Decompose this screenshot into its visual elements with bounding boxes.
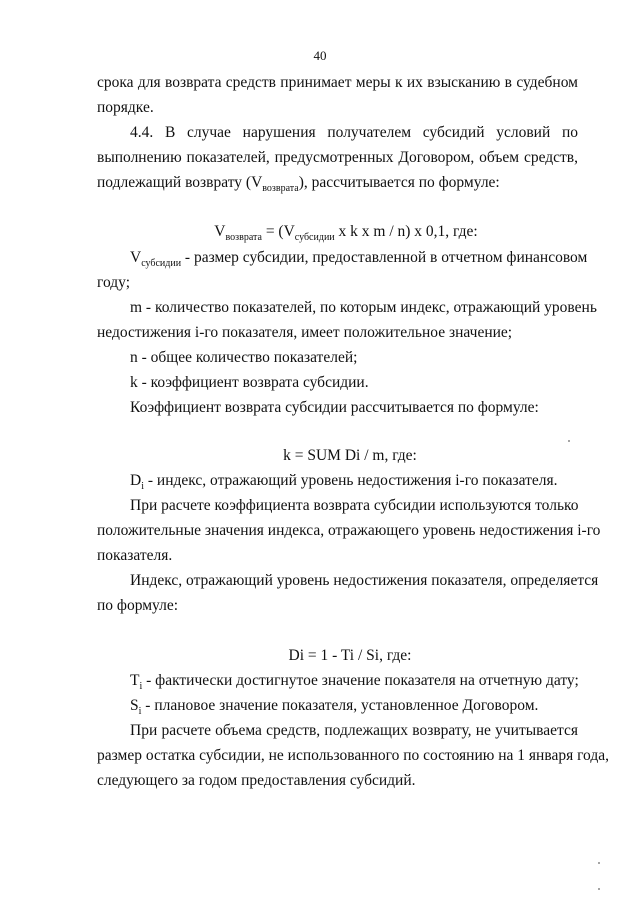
text-line: подлежащий возврату $(V_{возврата})$, рассчитывается по формуле: <box>97 174 500 195</box>
text-line: 4.4. В случае нарушения получателем субсидий условий по <box>130 124 578 141</box>
text-line: порядке. <box>97 99 154 116</box>
scan-speck <box>598 888 600 890</box>
text-line: При расчете коэффициента возврата субсидии используются только <box>130 497 579 514</box>
text-line: размер остатка субсидии, не использованного по состоянию на 1 января года, <box>97 747 609 764</box>
text-line: m - количество показателей, по которым индекс, отражающий уровень <box>130 299 597 316</box>
text-line: году; <box>97 274 131 291</box>
text-line: k - коэффициент возврата субсидии. <box>130 374 369 391</box>
text-line: $S_i$ - плановое значение показателя, установленное Договором. <box>130 697 539 718</box>
text-line: $V_{субсидии}$ - размер субсидии, предоставленной в отчетном финансовом <box>130 249 588 270</box>
text-line: недостижения i-го показателя, имеет положительное значение; <box>97 324 513 341</box>
text-line: $D_i$ - индекс, отражающий уровень недостижения i-го показателя. <box>130 472 558 493</box>
text-line: по формуле: <box>97 597 179 614</box>
formula-coefficient: k = SUM Di / m, где: <box>283 447 417 464</box>
text-line: показателя. <box>97 547 173 564</box>
scan-speck <box>598 862 600 864</box>
formula-index: Di = 1 - Ti / Si, где: <box>288 647 412 664</box>
text-line: выполнению показателей, предусмотренных Договором, объем средств, <box>97 149 578 166</box>
scan-speck <box>568 440 570 442</box>
text-line: срока для возврата средств принимает меры к их взысканию в судебном <box>97 74 578 91</box>
text-line: При расчете объема средств, подлежащих возврату, не учитывается <box>130 722 578 739</box>
text-line: n - общее количество показателей; <box>130 349 358 366</box>
text-line: Индекс, отражающий уровень недостижения показателя, определяется <box>130 572 599 589</box>
page-number: 40 <box>313 48 327 63</box>
text-line: $T_i$ - фактически достигнутое значение показателя на отчетную дату; <box>130 672 579 693</box>
text-line: положительные значения индекса, отражающего уровень недостижения i-го <box>97 522 601 539</box>
text-line: Коэффициент возврата субсидии рассчитывается по формуле: <box>130 399 539 416</box>
text-line: следующего за годом предоставления субсидий. <box>97 772 416 789</box>
formula-return-volume: $V_{возврата} = (V_{субсидии}$ x k x m / n) x 0,1, где: <box>214 223 478 244</box>
